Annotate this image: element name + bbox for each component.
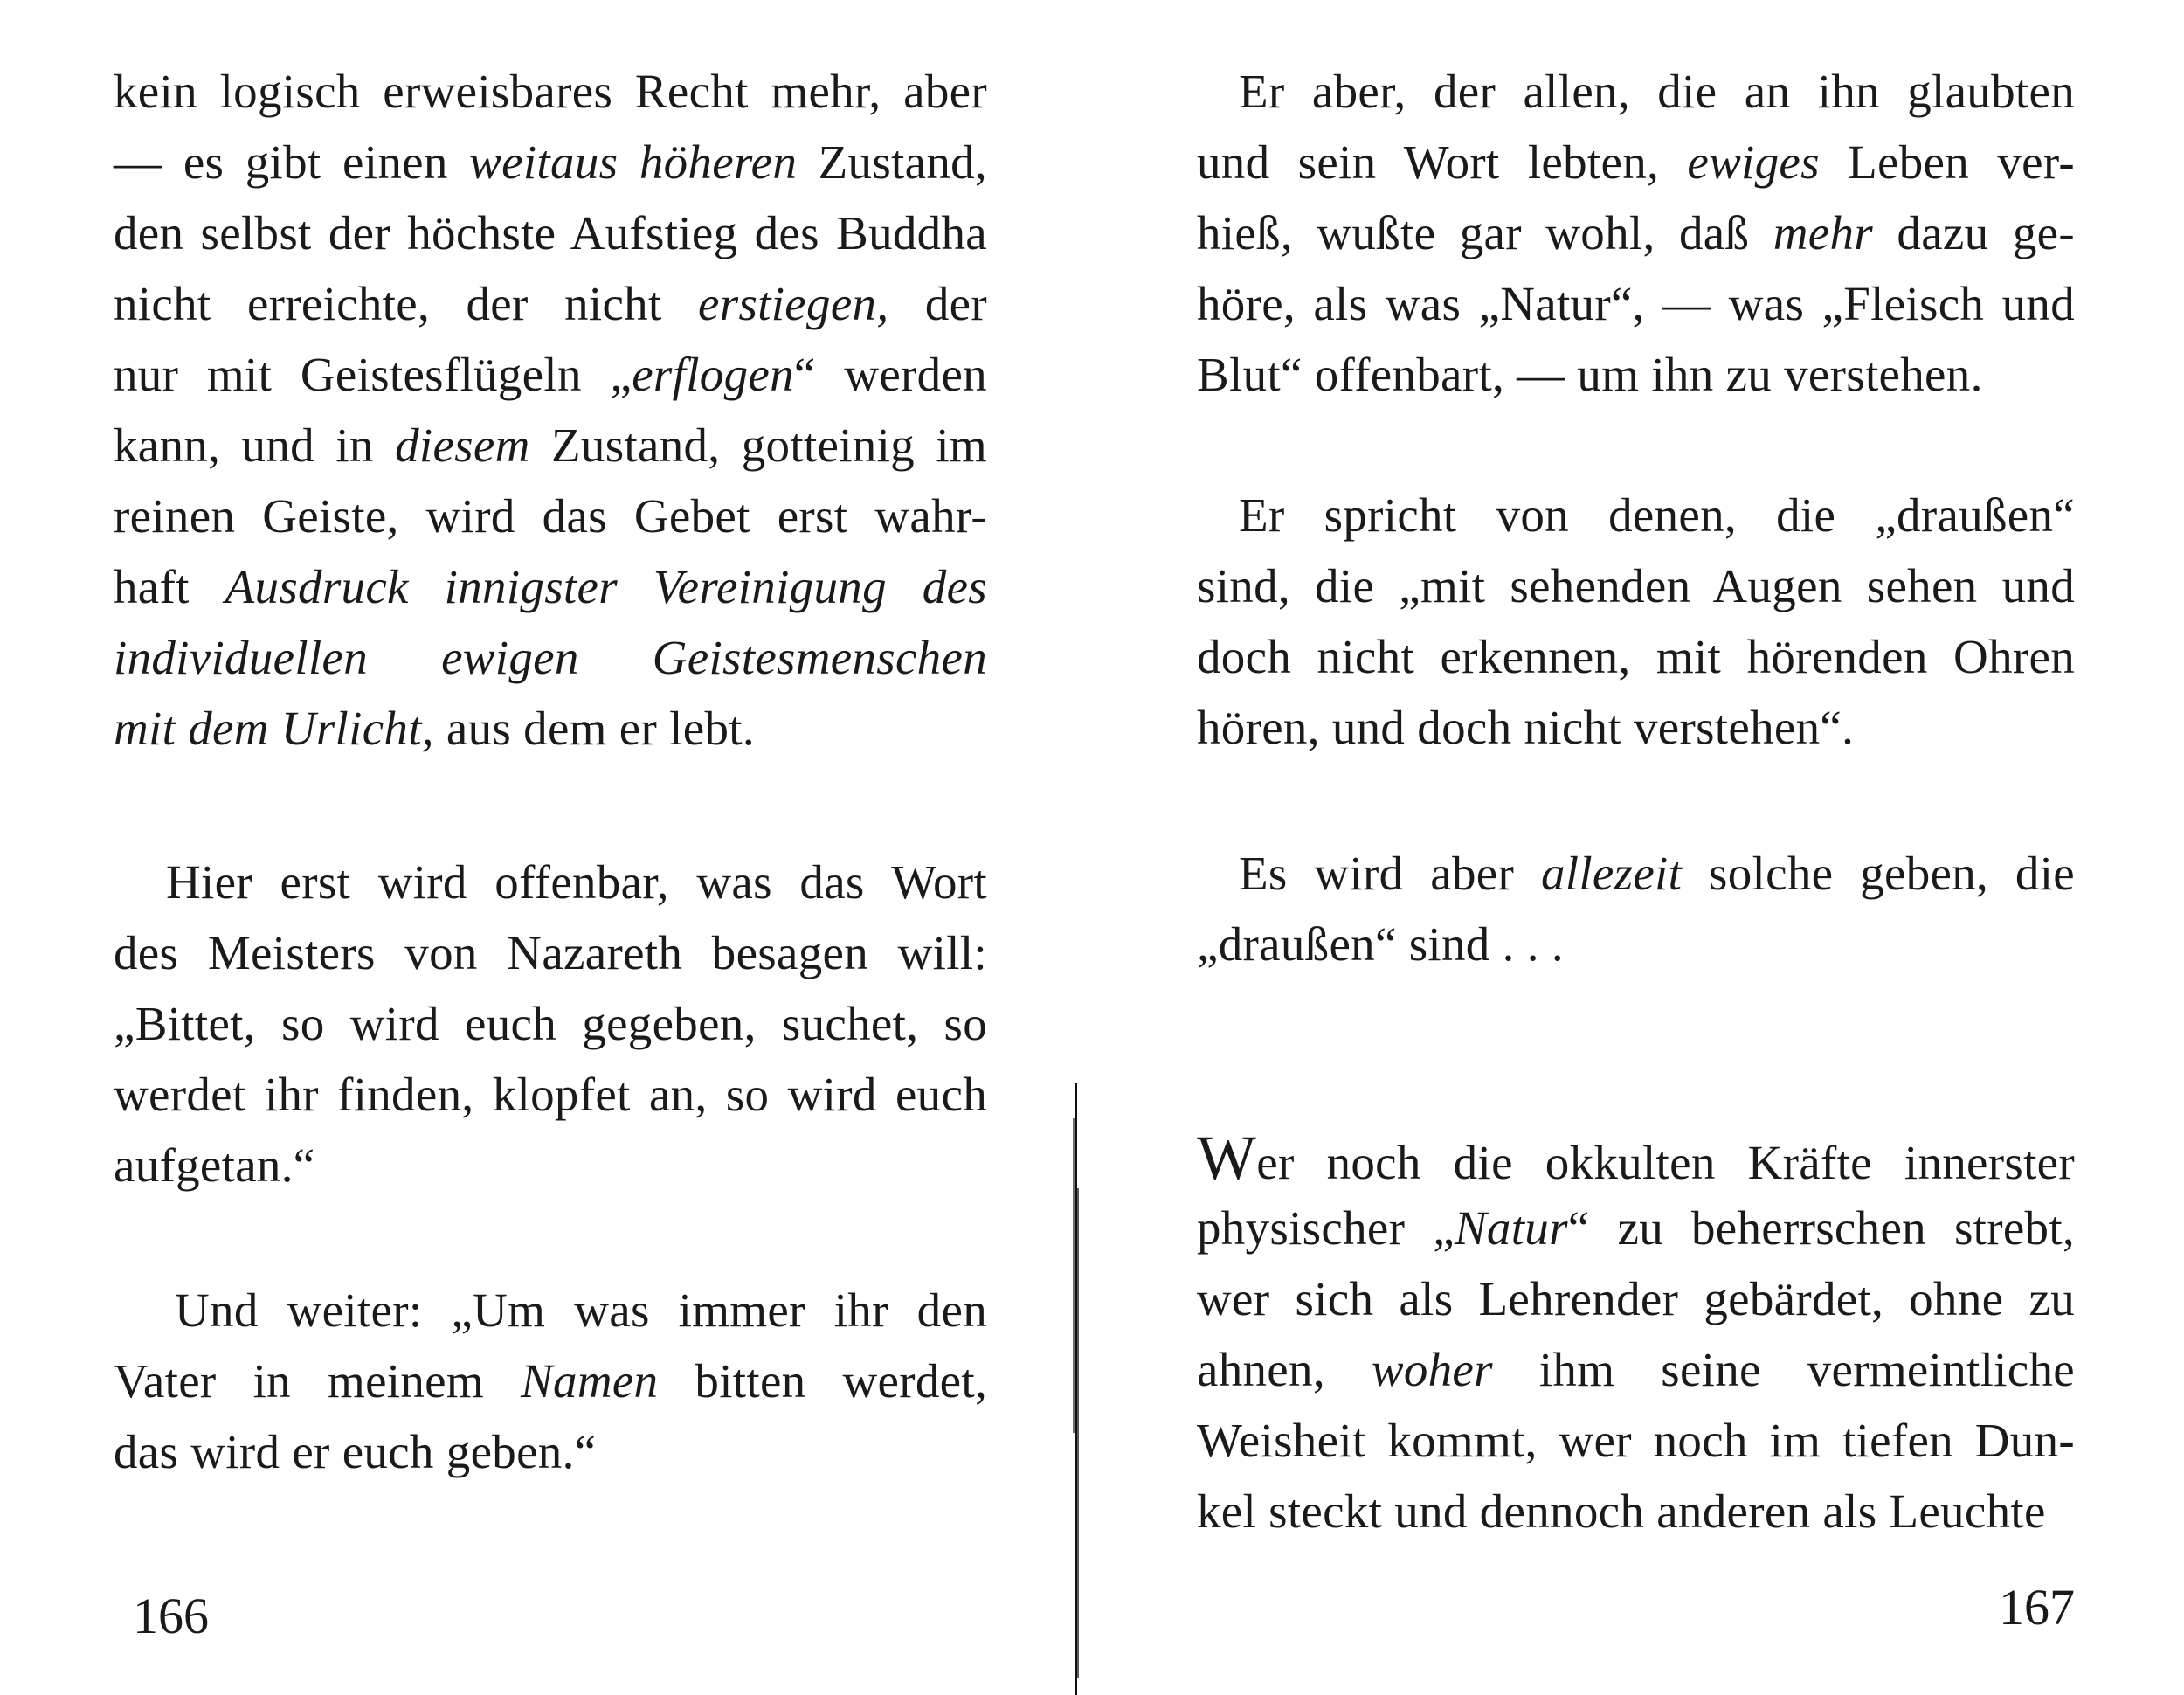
text-span: bitten werdet, (658, 1354, 987, 1408)
text-span: nur mit Geistesflügeln „ (114, 348, 632, 401)
text-line (1197, 1481, 2075, 1542)
italic-text: erstiegen, (698, 277, 889, 330)
text-span: haft (114, 560, 225, 613)
text-line (114, 698, 987, 759)
italic-text: woher (1371, 1343, 1493, 1396)
text-span: dazu ge- (1872, 206, 2075, 259)
text-span: Hier erst wird offenbar, was das Wort (166, 855, 987, 909)
text-span: sind, die „mit sehenden Augen sehen und (1197, 559, 2075, 612)
text-line (114, 1135, 987, 1196)
text-span: Weisheit kommt, wer noch im tiefen Dun- (1197, 1414, 2075, 1467)
text-line (1197, 1339, 2075, 1401)
text-span: er noch die okkulten Kräfte innerster (1256, 1136, 2075, 1189)
text-line (114, 923, 987, 984)
text-span: Zustand, gotteinig im (529, 419, 988, 472)
text-span: des Meisters von Nazareth besagen will: (114, 926, 987, 979)
italic-text: ewiges (1687, 135, 1820, 189)
text-span: kann, und in (114, 419, 396, 472)
page-number: 166 (133, 1588, 209, 1644)
text-line (114, 1351, 987, 1412)
text-span: “ zu beherrschen strebt, (1567, 1201, 2075, 1255)
italic-text: erflogen (632, 348, 794, 401)
text-span: nicht erreichte, der nicht (114, 277, 699, 330)
text-span: den selbst der höchste Aufstieg des Buddha (114, 206, 987, 259)
text-line (1197, 203, 2075, 264)
text-line (1197, 1410, 2075, 1471)
text-span: werdet ihr finden, klopfet an, so wird euch (114, 1068, 987, 1121)
text-line (1197, 132, 2075, 193)
text-line (1197, 1269, 2075, 1330)
text-line (1239, 61, 2075, 122)
text-line (1197, 1123, 2075, 1193)
text-span: ahnen, (1197, 1343, 1372, 1396)
text-line (114, 61, 987, 122)
text-span: physischer „ (1197, 1201, 1455, 1255)
italic-text: weitaus höheren (469, 135, 798, 189)
text-span: der (888, 277, 987, 330)
italic-text: individuellen ewigen Geistesmenschen (114, 631, 987, 684)
text-line (114, 344, 987, 405)
text-span: hieß, wußte gar wohl, daß (1197, 206, 1773, 259)
text-line (1197, 697, 2075, 758)
text-line (175, 1280, 987, 1341)
drop-cap: W (1197, 1123, 1257, 1193)
text-span: solche geben, die (1682, 847, 2075, 900)
italic-text: mehr (1773, 206, 1873, 259)
italic-text: allezeit (1540, 847, 1683, 900)
text-span: „draußen“ sind . . . (1197, 917, 1564, 971)
italic-text: diesem (395, 419, 530, 472)
text-span: Und weiter: „Um was immer ihr den (175, 1283, 987, 1337)
italic-text: mit dem Urlicht, (114, 702, 434, 755)
page-number: 167 (1999, 1579, 2075, 1636)
text-span: ihm seine vermeintliche (1492, 1343, 2075, 1396)
text-line (1197, 344, 2075, 405)
text-span: kel steckt und dennoch anderen als Leuchte (1197, 1484, 2046, 1538)
text-line (1197, 556, 2075, 617)
text-span: doch nicht erkennen, mit hörenden Ohren (1197, 630, 2075, 683)
text-span: Vater in meinem (114, 1354, 522, 1408)
text-span: das wird er euch geben.“ (114, 1425, 597, 1478)
italic-text: Ausdruck innigster Vereinigung des (225, 560, 987, 613)
text-span: wer sich als Lehrender gebärdet, ohne zu (1197, 1272, 2075, 1325)
text-span: Er aber, der allen, die an ihn glaubten (1239, 65, 2075, 118)
text-span: und sein Wort lebten, (1197, 135, 1688, 189)
text-line (114, 132, 987, 193)
text-line (1239, 485, 2075, 546)
text-line (1197, 626, 2075, 688)
text-line (1197, 914, 2075, 975)
text-span: Leben ver- (1819, 135, 2075, 189)
text-line (166, 852, 987, 913)
text-line (1197, 273, 2075, 335)
text-span: Zustand, (797, 135, 987, 189)
text-span: — es gibt einen (114, 135, 470, 189)
text-span: aufgetan.“ (114, 1138, 315, 1192)
text-span: Er spricht von denen, die „draußen“ (1239, 488, 2075, 542)
text-span: reinen Geiste, wird das Gebet erst wahr- (114, 489, 987, 543)
text-line (114, 486, 987, 547)
text-line (114, 557, 987, 618)
book-gutter (1073, 1083, 1080, 1695)
text-span: Blut“ offenbart, — um ihn zu verstehen. (1197, 348, 1983, 401)
text-line (114, 627, 987, 688)
text-line (114, 993, 987, 1055)
text-span: höre, als was „Natur“, — was „Fleisch und (1197, 277, 2075, 330)
text-line (114, 1064, 987, 1125)
text-line (114, 273, 987, 335)
text-span: aus dem er lebt. (433, 702, 755, 755)
text-span: „Bittet, so wird euch gegeben, suchet, so (114, 997, 987, 1050)
text-line (1239, 843, 2075, 904)
text-span: kein logisch erweisbares Recht mehr, aber (114, 65, 987, 118)
italic-text: Namen (521, 1354, 659, 1408)
text-span: “ werden (793, 348, 987, 401)
text-line (114, 203, 987, 264)
text-span: hören, und doch nicht verstehen“. (1197, 701, 1855, 754)
text-line (114, 415, 987, 476)
italic-text: Natur (1454, 1201, 1568, 1255)
text-span: Es wird aber (1239, 847, 1541, 900)
text-line (114, 1422, 987, 1483)
text-line (1197, 1198, 2075, 1259)
